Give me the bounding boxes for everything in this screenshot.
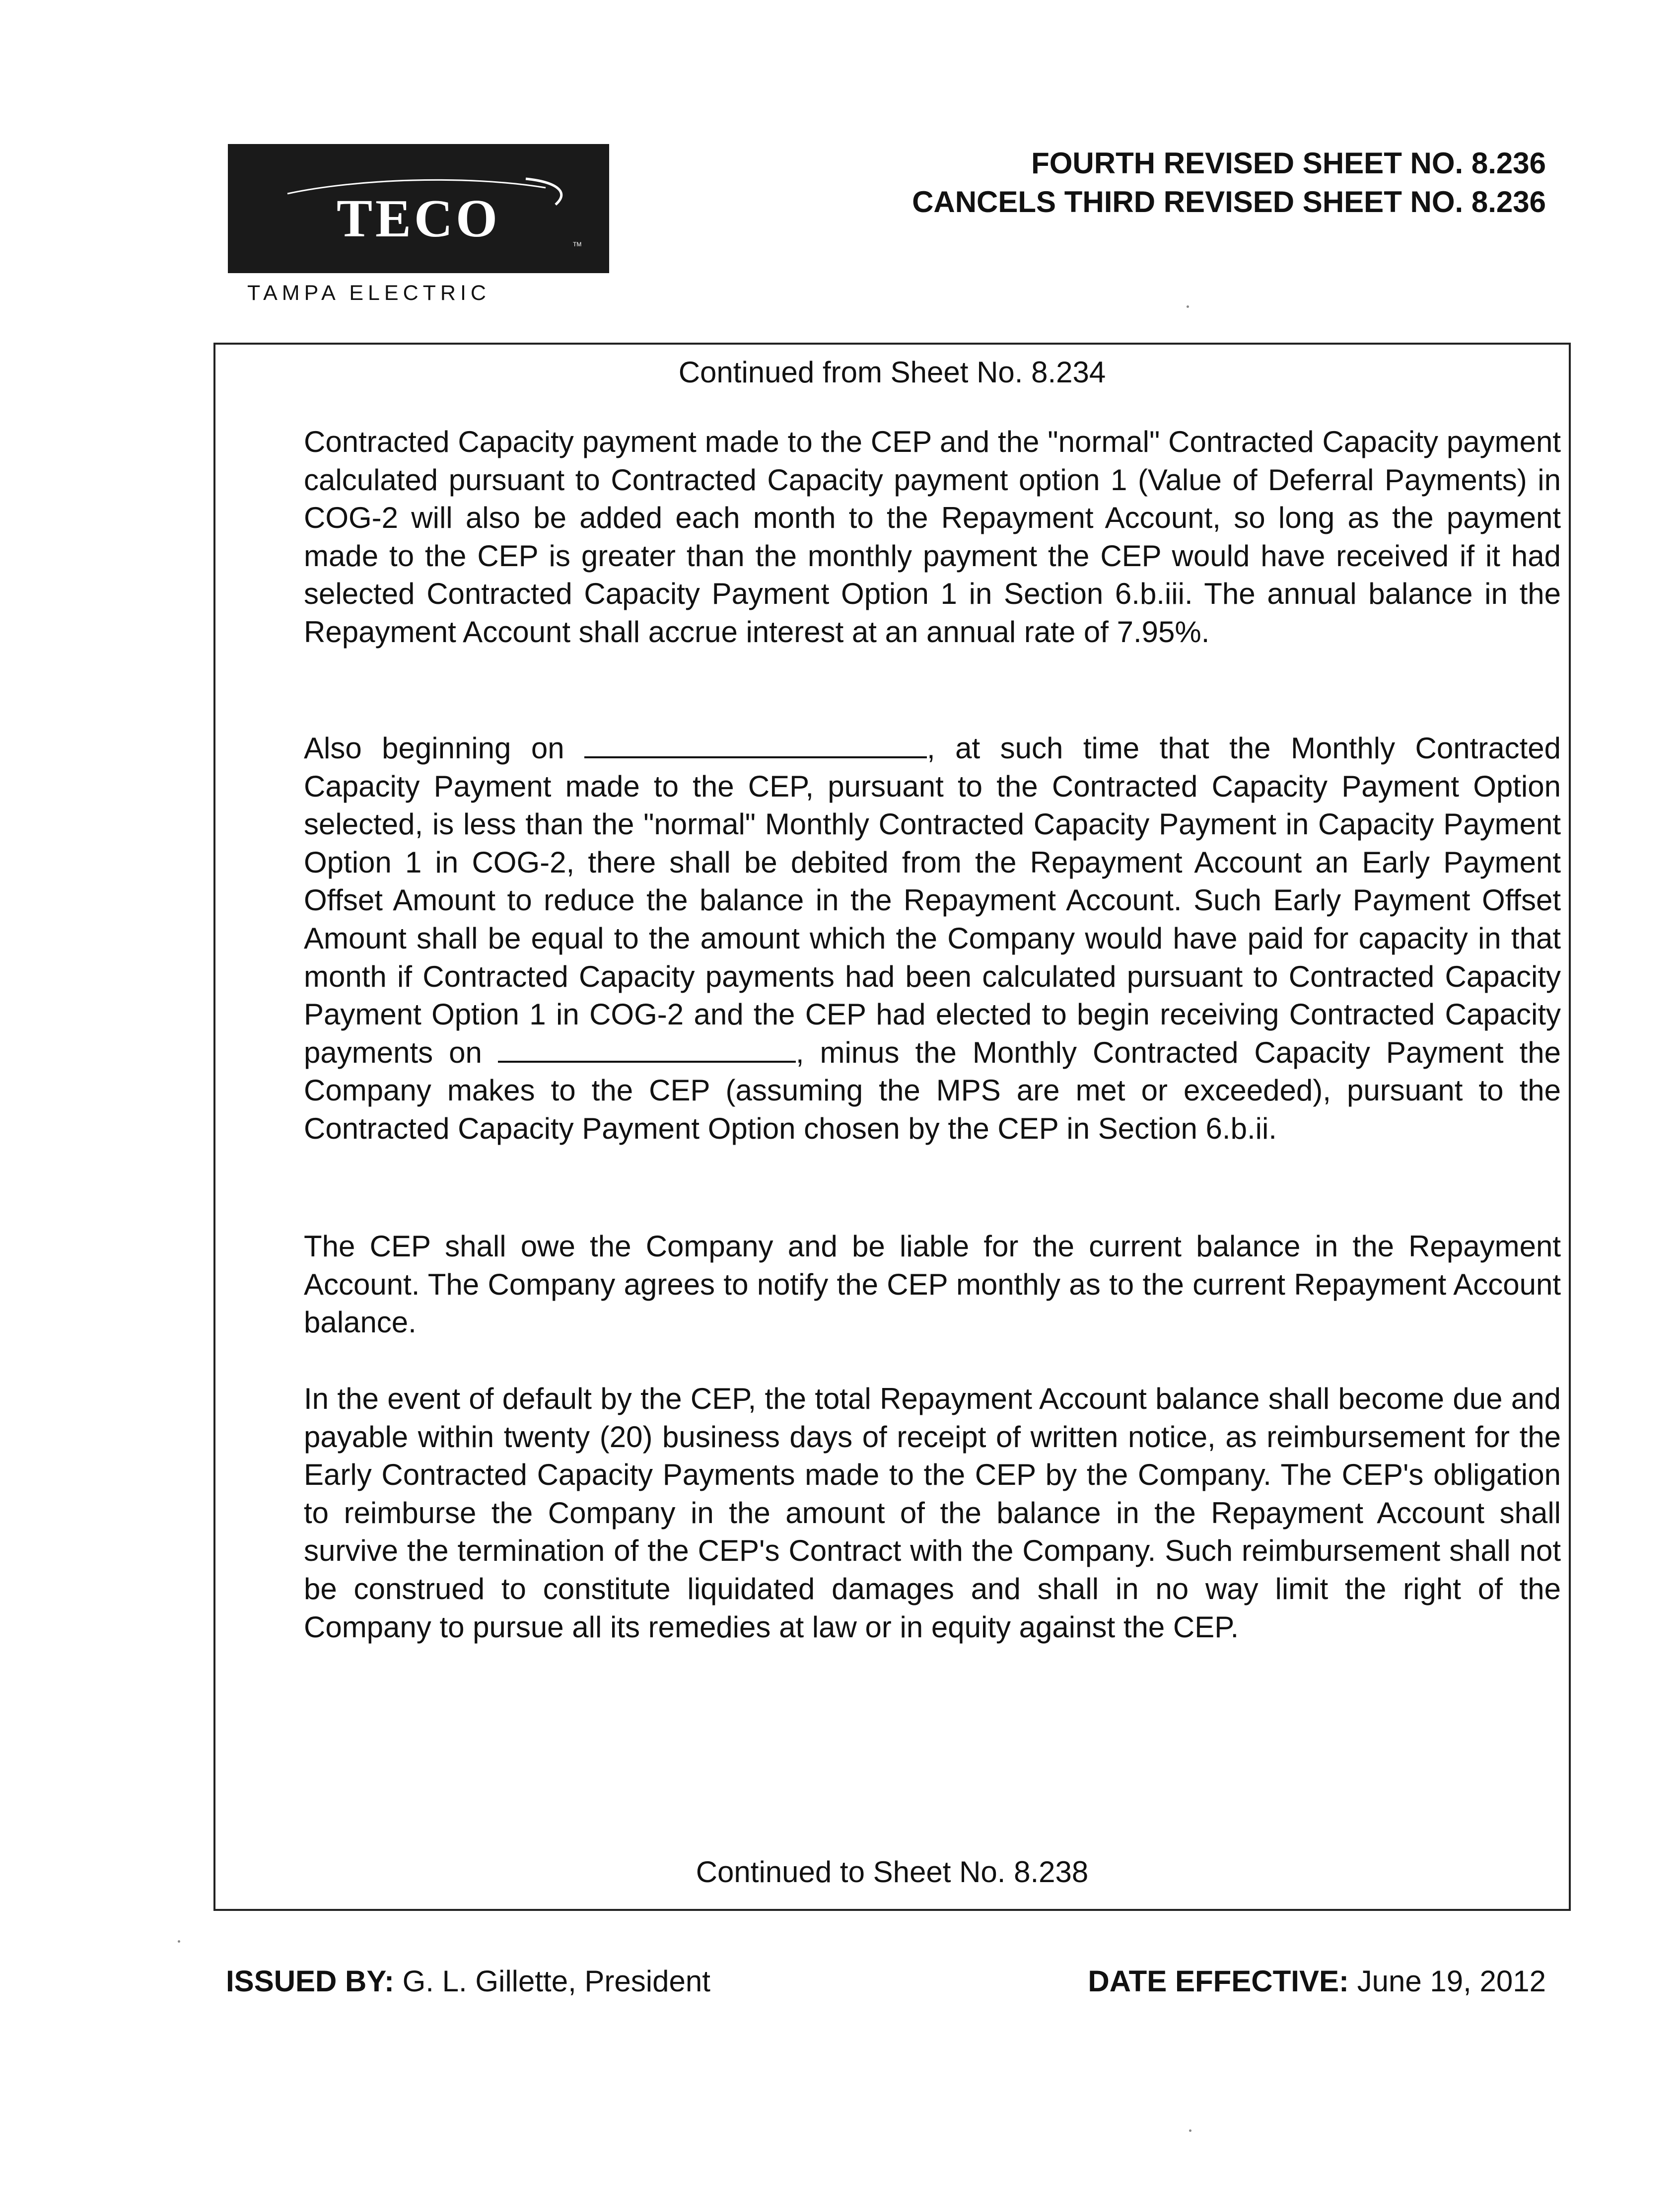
blank-date-line-2 bbox=[498, 1035, 796, 1063]
cancels-sheet-number: CANCELS THIRD REVISED SHEET NO. 8.236 bbox=[912, 185, 1546, 219]
paragraph-text-part2: , at such time that the Monthly Contracted Capacity Payment made to the CEP, pursuant to the Contracted Capacity Payment Option selected, is less than the "normal" Monthly Contracted Capacity Payment in Capacity Payment Option 1 in COG-2, there shall be debited from the Repayment Account an Early Payment Offset Amount to reduce the balance in the Repayment Account. Such Early Payment Offset Amount shall be equal to the amount which the Company would have paid for capacity in that month if Contracted Capacity payments had been calculated pursuant to Contracted Capacity Payment Option 1 in COG-2 and the CEP had elected to begin receiving Contracted Capacity payments on bbox=[304, 731, 1561, 1069]
paragraph-text-part3: , minus the Monthly Contracted Capacity Payment the Company makes to the CEP (assuming the MPS are met or exceeded), pursuant to the Contracted Capacity Payment Option chosen by the CEP in Section 6.b.ii. bbox=[304, 1035, 1561, 1145]
paragraph-text: In the event of default by the CEP, the total Repayment Account balance shall become due and payable within twenty (20) business days of receipt of written notice, as reimbursement for the Early Contracted Capacity Payments made to the CEP by the Company. The CEP's obligation to reimburse the Company in the amount of the balance in the Repayment Account shall survive the termination of the CEP's Contract with the Company. Such reimbursement shall not be construed to constitute liquidated damages and shall in no way limit the right of the Company to pursue all its remedies at law or in equity against the CEP. bbox=[304, 1382, 1561, 1644]
date-effective bbox=[1088, 1963, 1546, 2000]
paragraph-text bbox=[304, 730, 1561, 1148]
logo-wordmark: TECO bbox=[336, 189, 501, 248]
date-effective-value: June 19, 2012 bbox=[1357, 1965, 1546, 1998]
scan-speck bbox=[1187, 305, 1189, 308]
continued-from-note: Continued from Sheet No. 8.234 bbox=[678, 356, 1106, 389]
paragraph-text: Contracted Capacity payment made to the CEP and the "normal" Contracted Capacity payment calculated pursuant to Contracted Capacity payment option 1 (Value of Deferral Payments) in COG-2 will also be added each month to the Repayment Account, so long as the payment made to the CEP is greater than the monthly payment the CEP would have received if it had selected Contracted Capacity Payment Option 1 in Section 6.b.iii. The annual balance in the Repayment Account shall accrue interest at an annual rate of 7.95%. bbox=[304, 425, 1561, 649]
sheet-identifier bbox=[912, 144, 1546, 221]
sheet-number: FOURTH REVISED SHEET NO. 8.236 bbox=[1031, 146, 1546, 180]
issued-by bbox=[226, 1963, 710, 2000]
date-effective-label: DATE EFFECTIVE: bbox=[1088, 1965, 1349, 1998]
blank-date-line-1 bbox=[584, 730, 927, 758]
issued-by-label: ISSUED BY: bbox=[226, 1965, 394, 1998]
paragraph-cep-liability bbox=[304, 1228, 1561, 1342]
paragraph-text-part1: Also beginning on bbox=[304, 731, 564, 765]
teco-logo bbox=[228, 144, 609, 273]
scan-speck bbox=[1189, 2129, 1191, 2132]
paragraph-default bbox=[304, 1380, 1561, 1646]
continued-to-note: Continued to Sheet No. 8.238 bbox=[696, 1855, 1089, 1889]
teco-logo-graphic bbox=[228, 144, 609, 273]
paragraph-early-payment-offset bbox=[304, 730, 1561, 1148]
scan-speck bbox=[178, 1940, 180, 1943]
logo-caption: TAMPA ELECTRIC bbox=[247, 281, 490, 305]
issued-by-value: G. L. Gillette, President bbox=[402, 1965, 710, 1998]
svg-text:TM: TM bbox=[573, 241, 582, 248]
paragraph-repayment-account bbox=[304, 423, 1561, 652]
paragraph-text: The CEP shall owe the Company and be liable for the current balance in the Repayment Account. The Company agrees to notify the CEP monthly as to the current Repayment Account balance. bbox=[304, 1230, 1561, 1339]
tariff-content-box bbox=[213, 343, 1571, 1911]
